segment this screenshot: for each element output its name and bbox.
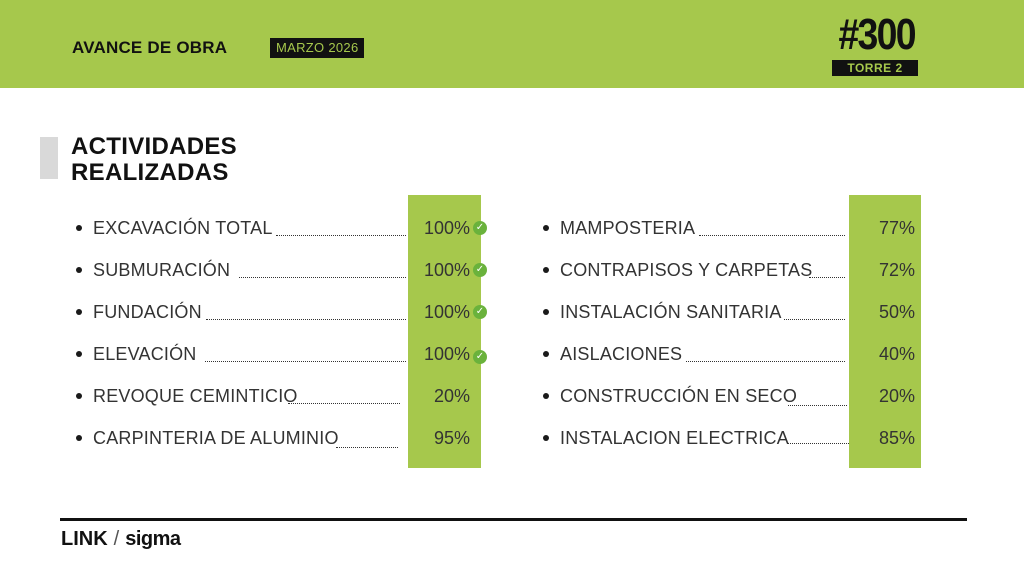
leader-dots bbox=[809, 277, 845, 278]
activity-percent: 20% bbox=[433, 386, 470, 406]
leader-dots bbox=[336, 447, 398, 448]
leader-dots bbox=[205, 361, 406, 362]
activity-percent: 40% bbox=[878, 344, 915, 364]
building-number: #300 bbox=[838, 10, 915, 59]
list-item bbox=[543, 384, 923, 408]
list-item bbox=[76, 216, 496, 240]
leader-dots bbox=[784, 319, 845, 320]
check-circle-icon: ✓ bbox=[473, 305, 487, 319]
leader-dots bbox=[788, 443, 849, 444]
check-circle-icon: ✓ bbox=[473, 221, 487, 235]
activity-label: CARPINTERIA DE ALUMINIO bbox=[93, 428, 339, 448]
activity-percent: 77% bbox=[878, 218, 915, 238]
brand-link: LINK bbox=[61, 528, 108, 550]
date-badge: MARZO 2026 bbox=[270, 38, 364, 58]
bullet-icon bbox=[543, 225, 549, 231]
activity-percent: 95% bbox=[433, 428, 470, 448]
bullet-icon bbox=[76, 393, 82, 399]
bullet-icon bbox=[76, 435, 82, 441]
list-item bbox=[543, 342, 923, 366]
activity-label: CONSTRUCCIÓN EN SECO bbox=[560, 386, 798, 406]
list-item bbox=[76, 426, 496, 450]
bullet-icon bbox=[543, 393, 549, 399]
list-item bbox=[543, 426, 923, 450]
leader-dots bbox=[239, 277, 406, 278]
bullet-icon bbox=[76, 267, 82, 273]
activity-percent: 100% bbox=[423, 344, 470, 364]
list-item bbox=[76, 258, 496, 282]
list-item bbox=[76, 342, 496, 366]
bullet-icon bbox=[543, 435, 549, 441]
bullet-icon bbox=[76, 309, 82, 315]
section-marker bbox=[40, 137, 58, 179]
activity-label: FUNDACIÓN bbox=[93, 302, 202, 322]
activity-label: AISLACIONES bbox=[560, 344, 683, 364]
activity-percent: 50% bbox=[878, 302, 915, 322]
brand-logo bbox=[61, 528, 181, 551]
leader-dots bbox=[206, 319, 406, 320]
activity-percent: 100% bbox=[423, 218, 470, 238]
activity-percent: 85% bbox=[878, 428, 915, 448]
brand-separator: / bbox=[113, 528, 120, 550]
bullet-icon bbox=[76, 225, 82, 231]
page-title: AVANCE DE OBRA bbox=[72, 38, 228, 57]
list-item bbox=[76, 384, 496, 408]
leader-dots bbox=[699, 235, 845, 236]
activity-percent: 72% bbox=[878, 260, 915, 280]
brand-sigma: sigma bbox=[125, 528, 181, 550]
leader-dots bbox=[288, 403, 400, 404]
activity-label: SUBMURACIÓN bbox=[93, 260, 231, 280]
activity-percent: 100% bbox=[423, 260, 470, 280]
bullet-icon bbox=[543, 351, 549, 357]
list-item bbox=[543, 258, 923, 282]
check-circle-icon: ✓ bbox=[473, 263, 487, 277]
list-item bbox=[543, 300, 923, 324]
activity-label: REVOQUE CEMINTICIO bbox=[93, 386, 298, 406]
leader-dots bbox=[686, 361, 845, 362]
list-item bbox=[543, 216, 923, 240]
activity-label: INSTALACIÓN SANITARIA bbox=[560, 302, 782, 322]
activity-label: CONTRAPISOS Y CARPETAS bbox=[560, 260, 813, 280]
bullet-icon bbox=[543, 309, 549, 315]
bullet-icon bbox=[543, 267, 549, 273]
building-badge bbox=[832, 10, 918, 76]
header-band bbox=[0, 0, 1024, 88]
section-title bbox=[71, 134, 237, 186]
check-circle-icon: ✓ bbox=[473, 350, 487, 364]
tower-label: TORRE 2 bbox=[832, 60, 918, 76]
leader-dots bbox=[788, 405, 847, 406]
activity-label: ELEVACIÓN bbox=[93, 344, 197, 364]
activity-label: MAMPOSTERIA bbox=[560, 218, 696, 238]
section-title-line2: REALIZADAS bbox=[71, 159, 229, 186]
list-item bbox=[76, 300, 496, 324]
footer-divider bbox=[60, 518, 967, 521]
activity-percent: 20% bbox=[878, 386, 915, 406]
section-title-line1: ACTIVIDADES bbox=[71, 133, 237, 160]
activity-label: INSTALACION ELECTRICA bbox=[560, 428, 789, 448]
activity-percent: 100% bbox=[423, 302, 470, 322]
leader-dots bbox=[276, 235, 406, 236]
bullet-icon bbox=[76, 351, 82, 357]
activity-label: EXCAVACIÓN TOTAL bbox=[93, 218, 273, 238]
